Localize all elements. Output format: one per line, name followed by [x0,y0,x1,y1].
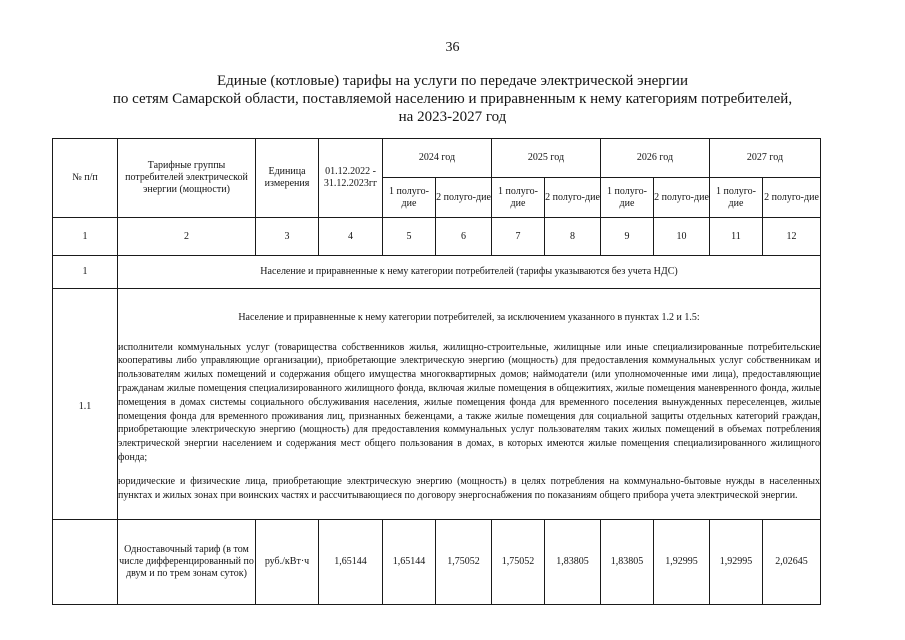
tariff-label: Одноставочный тариф (в том числе дифференцированный по двум и по трем зонам суток) [118,520,256,605]
column-number: 8 [545,218,601,256]
table-row [53,520,821,605]
column-number: 9 [601,218,654,256]
header-year-2025: 2025 год [492,139,601,178]
tariff-value: 1,75052 [436,520,492,605]
header-row-years [53,139,821,178]
header-2024-half2: 2 полуго-дие [436,178,492,218]
tariff-table [52,138,821,605]
header-2024-half1: 1 полуго-дие [383,178,436,218]
tariff-value: 2,02645 [763,520,821,605]
section-1-1-row [53,289,821,520]
column-number: 5 [383,218,436,256]
header-2027-half1: 1 полуго-дие [710,178,763,218]
header-unit: Единица измерения [256,139,319,218]
page-number: 36 [445,40,460,55]
title-line-1: Единые (котловые) тарифы на услуги по передаче электрической энергии [217,73,688,89]
header-year-2026: 2026 год [601,139,710,178]
title-line-2: по сетям Самарской области, поставляемой населению и приравненным к нему категориям потребителей, [112,91,793,107]
column-number: 11 [710,218,763,256]
tariff-value: 1,65144 [383,520,436,605]
row-number-empty [53,520,118,605]
section-1-1-content [118,289,821,520]
section-1-row [53,256,821,289]
header-2026-half1: 1 полуго-дие [601,178,654,218]
header-group: Тарифные группы потребителей электрической энергии (мощности) [118,139,256,218]
column-number: 6 [436,218,492,256]
tariff-value: 1,92995 [710,520,763,605]
section-1-1-paragraph-1: исполнители коммунальных услуг (товарищества собственников жилья, жилищно-строительные, жилищные или иные специализированные потребительские кооперативы либо управляющие организации), приобретающие электрическую энергию (мощность) для предоставления коммунальных услуг собственникам и пользователям жилых помещений и содержания общего имущества многоквартирных домов; наймодатели (или уполномоченные ими лица), предоставляющие гражданам жилые помещения специализированного жилищного фонда, включая жилые помещения в общежитиях, жилые помещения маневренного фонда, жилые помещения в домах системы социального обслуживания населения, жилые помещения фонда для временного поселения вынужденных переселенцев, жилые помещения фонда для временного проживания лиц, признанных беженцами, а также жилые помещения для социальной защиты отдельных категорий граждан, приобретающие электрическую энергию (мощность) для предоставления коммунальных услуг пользователям таких жилых помещений в объемах потребления электрической энергии населением и содержания мест общего пользования в домах, в которых имеются жилые помещения специализированного жилищного фонда; [118,341,820,463]
column-number: 2 [118,218,256,256]
tariff-unit: руб./кВт·ч [256,520,319,605]
tariff-value: 1,65144 [319,520,383,605]
tariff-value: 1,75052 [492,520,545,605]
header-2027-half2: 2 полуго-дие [763,178,821,218]
column-number: 1 [53,218,118,256]
header-year-2027: 2027 год [710,139,821,178]
column-number: 3 [256,218,319,256]
section-1-1-paragraph-2: юридические и физические лица, приобретающие электрическую энергию (мощность) в целях потребления на коммунально-бытовые нужды в населенных пунктах и жилых зонах при воинских частях и рассчитывающиеся по договору энергоснабжения по показаниям общего прибора учета электрической энергии. [118,475,820,501]
section-1-text: Население и приравненные к нему категории потребителей (тарифы указываются без учета НДС) [118,256,821,289]
column-numbers-row [53,218,821,256]
header-year-2024: 2024 год [383,139,492,178]
tariff-value: 1,83805 [601,520,654,605]
header-2025-half1: 1 полуго-дие [492,178,545,218]
header-2025-half2: 2 полуго-дие [545,178,601,218]
section-1-1-heading: Население и приравненные к нему категории потребителей, за исключением указанного в пунктах 1.2 и 1.5: [238,311,700,323]
column-number: 4 [319,218,383,256]
column-number: 12 [763,218,821,256]
document-title [40,72,865,126]
column-number: 10 [654,218,710,256]
column-number: 7 [492,218,545,256]
header-num: № п/п [53,139,118,218]
section-1-1-number: 1.1 [53,289,118,520]
tariff-value: 1,92995 [654,520,710,605]
title-line-3: на 2023-2027 год [398,109,507,125]
tariff-value: 1,83805 [545,520,601,605]
header-period: 01.12.2022 - 31.12.2023гг [319,139,383,218]
header-2026-half2: 2 полуго-дие [654,178,710,218]
section-1-number: 1 [53,256,118,289]
